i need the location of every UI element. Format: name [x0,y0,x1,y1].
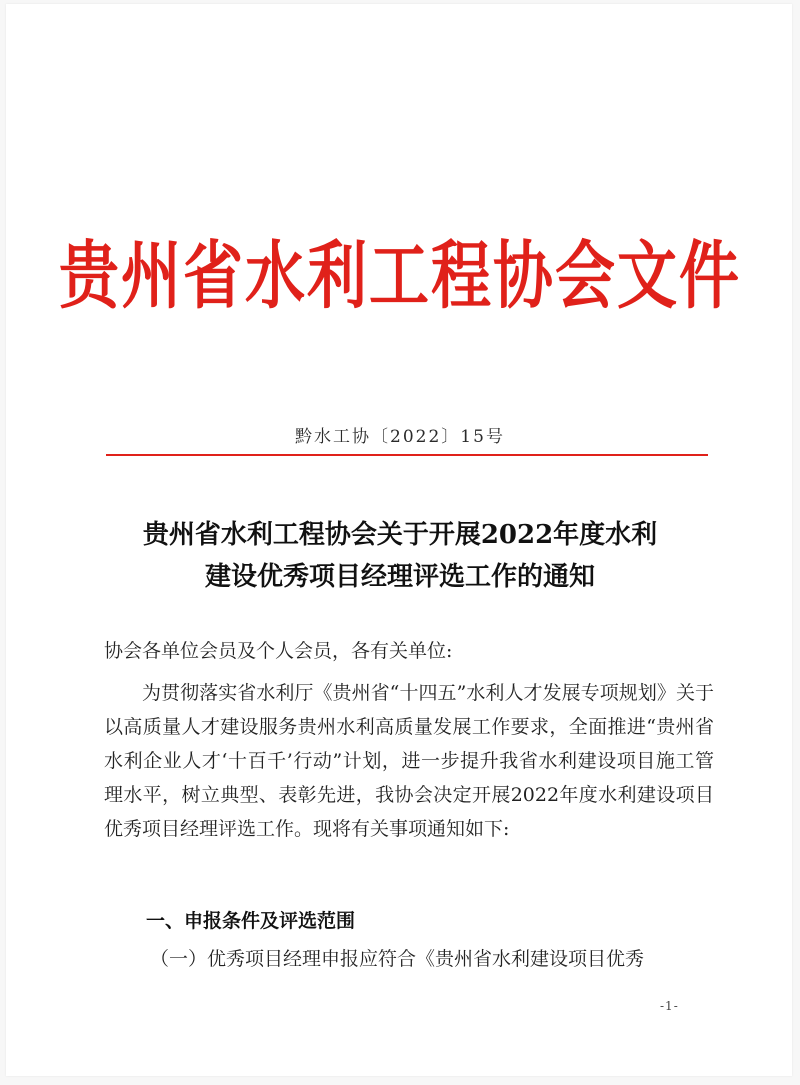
document-number: 黔水工协〔2022〕15号 [295,427,505,447]
body-paragraph-1: 为贯彻落实省水利厅《贵州省“十四五”水利人才发展专项规划》关于以高质量人才建设服务贵州水利高质量发展工作要求，全面推进“贵州省水利企业人才‘十百千’行动”计划，进一步提升我省水利建设项目施工管理水平，树立典型、表彰先进，我协会决定开展2022年度水利建设项目优秀项目经理评选工作。现将有关事项通知如下: [104,682,714,840]
notice-title [80,514,720,598]
page-number: -1- [660,999,679,1013]
section-1-heading: 一、申报条件及评选范围 [146,910,356,932]
salutation: 协会各单位会员及个人会员，各有关单位: [104,640,453,662]
notice-title-line-2: 建设优秀项目经理评选工作的通知 [204,562,595,592]
header-red-rule [106,454,708,456]
notice-title-line-1: 贵州省水利工程协会关于开展2022年度水利 [142,520,658,550]
section-1-item-1: （一）优秀项目经理申报应符合《贵州省水利建设项目优秀 [150,948,645,970]
org-header-title: 贵州省水利工程协会文件 [59,233,741,320]
